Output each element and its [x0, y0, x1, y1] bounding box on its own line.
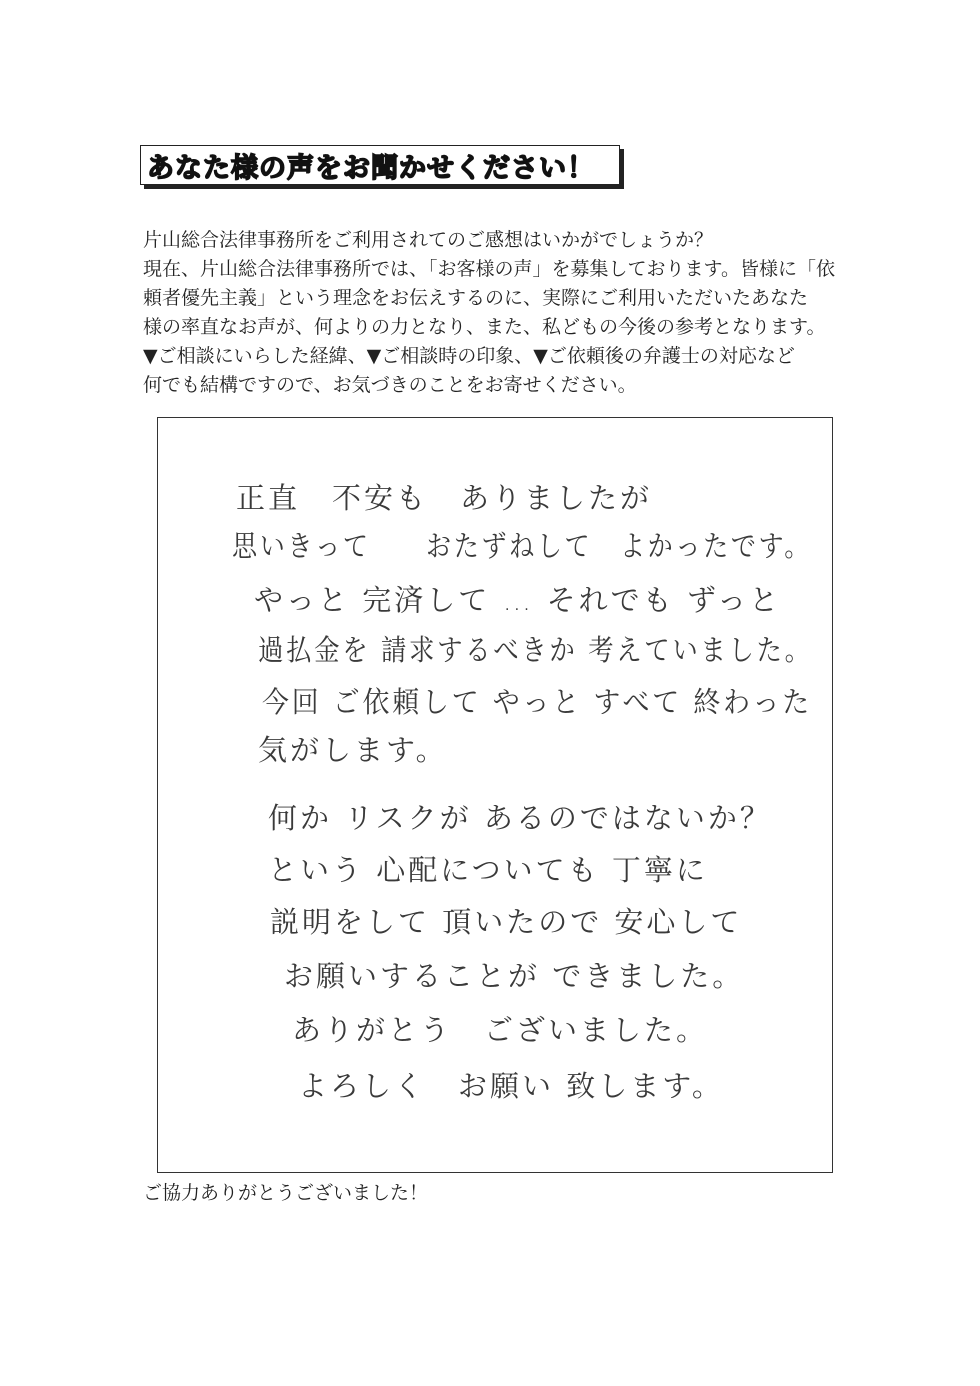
- letter-line: 思いきって おたずねして よかったです。: [232, 529, 812, 563]
- letter-line: お願いすることが できました。: [284, 959, 745, 993]
- intro-line: 様の率直なお声が、何よりの力となり、また、私どもの今後の参考となります。: [143, 316, 826, 338]
- letter-line: という 心配についても 丁寧に: [268, 853, 708, 887]
- letter-line: 過払金を 請求するべきか 考えていました。: [258, 633, 813, 667]
- letter-line: 正直 不安も ありましたが: [236, 481, 653, 515]
- letter-line: 気がします。: [258, 733, 448, 767]
- intro-line: ▼ご相談にいらした経緯、▼ご相談時の印象、▼ご依頼後の弁護士の対応など: [143, 345, 795, 367]
- intro-text: [143, 226, 863, 400]
- letter-line: ありがとう ございました。: [292, 1013, 709, 1047]
- intro-line: 何でも結構ですので、お気づきのことをお寄せください。: [143, 374, 637, 396]
- letter-line: 何か リスクが あるのではないか？: [268, 801, 772, 835]
- intro-line: 片山総合法律事務所をご利用されてのご感想はいかがでしょうか？: [143, 229, 714, 251]
- letter-line: やっと 完済して … それでも ずっと: [254, 583, 782, 617]
- page-title: あなた様の声をお聞かせください！: [147, 152, 595, 184]
- intro-line: 頼者優先主義」という理念をお伝えするのに、実際にご利用いただいたあなた: [143, 287, 809, 309]
- intro-line: 現在、片山総合法律事務所では、「お客様の声」を募集しております。皆様に「依: [143, 258, 835, 280]
- closing-text: ご協力ありがとうございました！: [143, 1182, 429, 1204]
- handwritten-letter-box: [157, 417, 833, 1173]
- title-box: [140, 145, 620, 185]
- letter-line: よろしく お願い 致します。: [298, 1069, 724, 1103]
- letter-line: 説明をして 頂いたので 安心して: [270, 905, 743, 939]
- letter-line: 今回 ご依頼して やっと すべて 終わった: [262, 685, 812, 719]
